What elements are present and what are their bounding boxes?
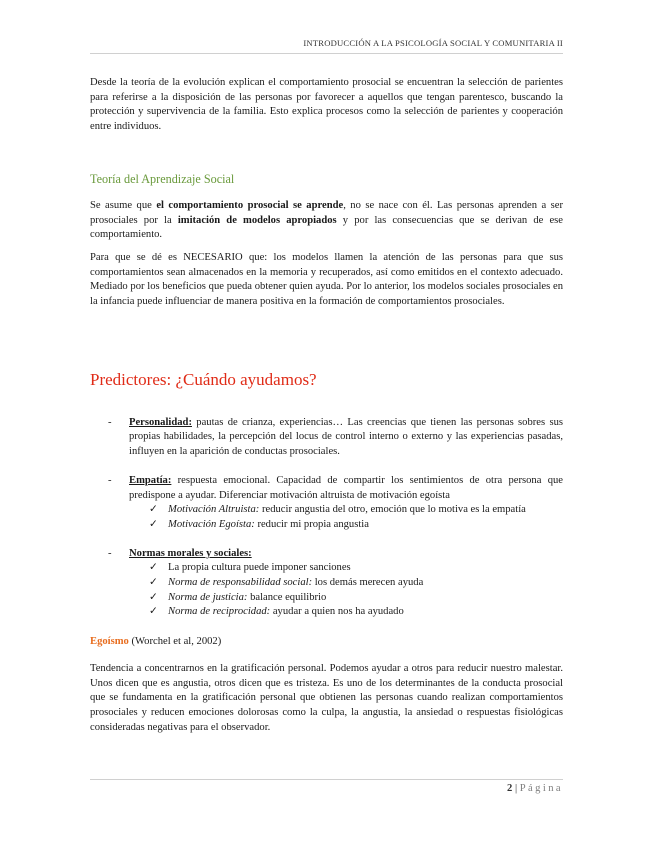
page-footer: 2 | Página bbox=[507, 783, 563, 794]
egoism-heading bbox=[90, 635, 563, 650]
social-learning-paragraph-2: Para que se dé es NECESARIO que: los modelos llamen la atención de las personas para que sus comportamientos sean almacenados en la memoria y recuperados, así como emitidos en el contexto adecuado. Mediado por los beneficios que pueda obtener quien ayuda. Por lo anterior, los modelos sociales prosociales en la infancia puede influenciar de manera positiva en la formación de comportamientos prosociales. bbox=[90, 251, 563, 308]
bullet-dash: - bbox=[108, 474, 112, 486]
emphasis-learned: el comportamiento prosocial se aprende bbox=[156, 199, 344, 211]
page-word: Página bbox=[519, 783, 563, 794]
check-icon: ✓ bbox=[149, 504, 158, 516]
check-icon: ✓ bbox=[149, 562, 158, 574]
term-norms: Normas morales y sociales: bbox=[129, 547, 252, 559]
sub-item-justice: ✓ Norma de justicia: balance equilibrio bbox=[149, 591, 563, 606]
predictor-empathy: - Empatía: respuesta emocional. Capacidad de compartir los sentimientos de otra persona que predispone a ayudar. Diferenciar motivación altruista de motivación egoísta ✓ Motivación Altruista: reducir angustia del otro, emoción que lo motiva es la empatía ✓ Motivación Egoísta: reducir mi propia angustia bbox=[90, 474, 563, 533]
predictor-norms bbox=[90, 547, 563, 621]
sub-item-reciprocity: ✓ Norma de reciprocidad: ayudar a quien nos ha ayudado bbox=[149, 605, 563, 620]
header-rule bbox=[90, 53, 563, 54]
check-icon: ✓ bbox=[149, 591, 158, 603]
check-icon: ✓ bbox=[149, 606, 158, 618]
predictors-list bbox=[90, 416, 563, 620]
page-content bbox=[90, 76, 563, 735]
term-empathy: Empatía: bbox=[129, 474, 172, 486]
bullet-dash: - bbox=[108, 416, 112, 428]
check-icon: ✓ bbox=[149, 577, 158, 589]
egoism-title: Egoísmo bbox=[90, 636, 129, 648]
empathy-sublist bbox=[129, 503, 563, 532]
sub-item-social-responsibility: ✓ Norma de responsabilidad social: los demás merecen ayuda bbox=[149, 576, 563, 591]
emphasis-imitation: imitación de modelos apropiados bbox=[177, 214, 337, 226]
social-learning-heading: Teoría del Aprendizaje Social bbox=[90, 171, 235, 186]
intro-paragraph: Desde la teoría de la evolución explican el comportamiento prosocial se encuentran la selección de parientes para referirse a la disposición de las personas por favorecer a aquellos que tengan parentesco, buscando la protección y supervivencia de la familia. Esto explica procesos como la selección de parientes y cooperación entre individuos. bbox=[90, 77, 563, 133]
running-header: INTRODUCCIÓN A LA PSICOLOGÍA SOCIAL Y COMUNITARIA II bbox=[303, 38, 563, 48]
sub-item-culture: ✓ La propia cultura puede imponer sanciones bbox=[149, 561, 563, 576]
term-personality: Personalidad: bbox=[129, 416, 192, 428]
predictors-heading: Predictores: ¿Cuándo ayudamos? bbox=[90, 369, 317, 389]
norms-sublist bbox=[129, 561, 563, 620]
egoism-reference: (Worchel et al, 2002) bbox=[128, 636, 222, 648]
predictor-personality: - Personalidad: pautas de crianza, experiencias… Las creencias que tienen las personas sobres sus propias habilidades, la percepción del locus de control interno o externo y las experiencias pasadas, influyen en la aparición de conductas prosociales. bbox=[108, 416, 563, 458]
check-icon: ✓ bbox=[149, 518, 158, 530]
egoism-paragraph: Tendencia a concentrarnos en la gratificación personal. Podemos ayudar a otros para reducir nuestro malestar. Unos dicen que es angustia, otros dicen que es tristeza. Es uno de los determinantes de la conducta prosocial que se fundamenta en la gratificación personal que obtienen las personas cuando realizan comportamientos prosociales y reducen emociones dolorosas como la culpa, la angustia, la ansiedad o respuestas fisiológicas consideradas negativas para el observador. bbox=[90, 662, 563, 733]
bullet-dash: - bbox=[108, 547, 112, 559]
page-number: 2 bbox=[507, 783, 513, 794]
footer-rule bbox=[90, 779, 563, 780]
sub-item-altruistic: ✓ Motivación Altruista: reducir angustia del otro, emoción que lo motiva es la empatía bbox=[149, 503, 563, 518]
sub-item-egoistic: ✓ Motivación Egoísta: reducir mi propia angustia bbox=[149, 518, 563, 533]
social-learning-paragraph-1: Se asume que el comportamiento prosocial se aprende, no se nace con él. Las personas aprenden a ser prosociales por la imitación de modelos apropiados y por las consecuencias que se derivan de ese comportamiento. bbox=[90, 199, 563, 241]
